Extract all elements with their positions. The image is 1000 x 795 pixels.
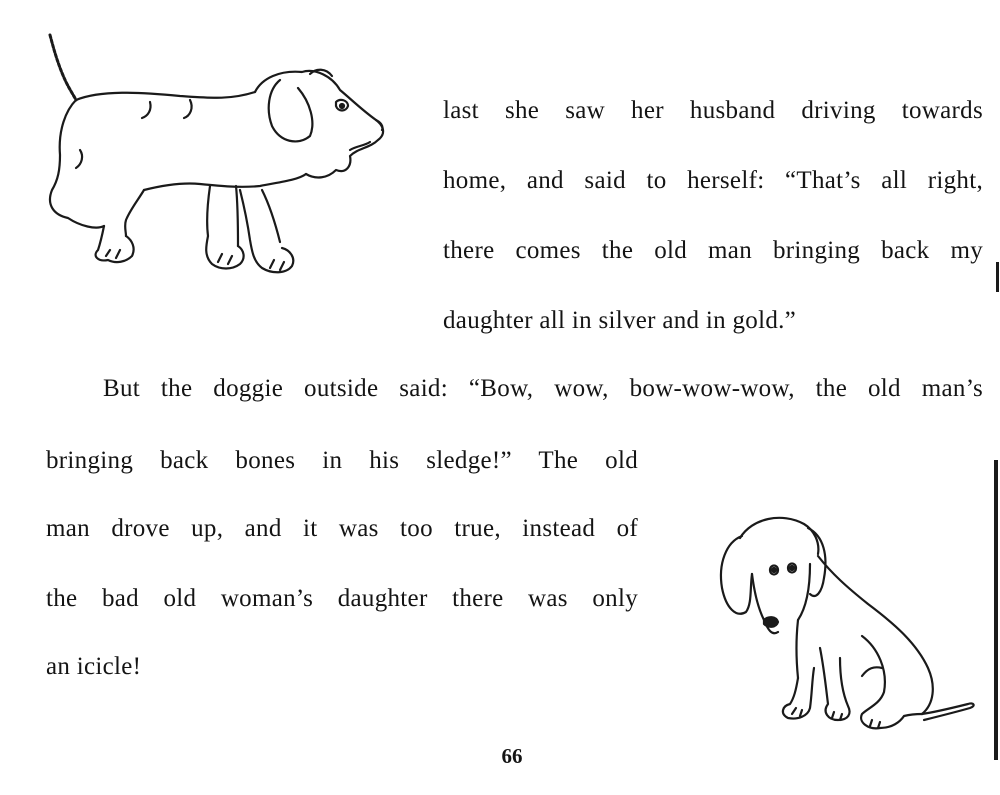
sitting-dog-icon <box>712 508 982 736</box>
text-line: an icicle! <box>46 653 142 680</box>
text-line: man drove up, and it was too true, instead of <box>46 515 638 542</box>
text-line: daughter all in silver and in gold.” <box>443 307 797 334</box>
edge-mark <box>994 460 998 760</box>
text-line: the bad old woman’s daughter there was only <box>46 585 638 612</box>
text-line: there comes the old man bringing back my <box>443 237 983 264</box>
text-line: But the doggie outside said: “Bow, wow, bow-wow-wow, the old man’s <box>103 375 983 402</box>
page-number: 66 <box>501 744 523 768</box>
text-line: bringing back bones in his sledge!” The old <box>46 447 638 474</box>
barking-dog-icon <box>40 30 390 285</box>
edge-mark <box>996 262 999 292</box>
text-line: home, and said to herself: “That’s all right, <box>443 167 983 194</box>
text-line: last she saw her husband driving towards <box>443 97 983 124</box>
